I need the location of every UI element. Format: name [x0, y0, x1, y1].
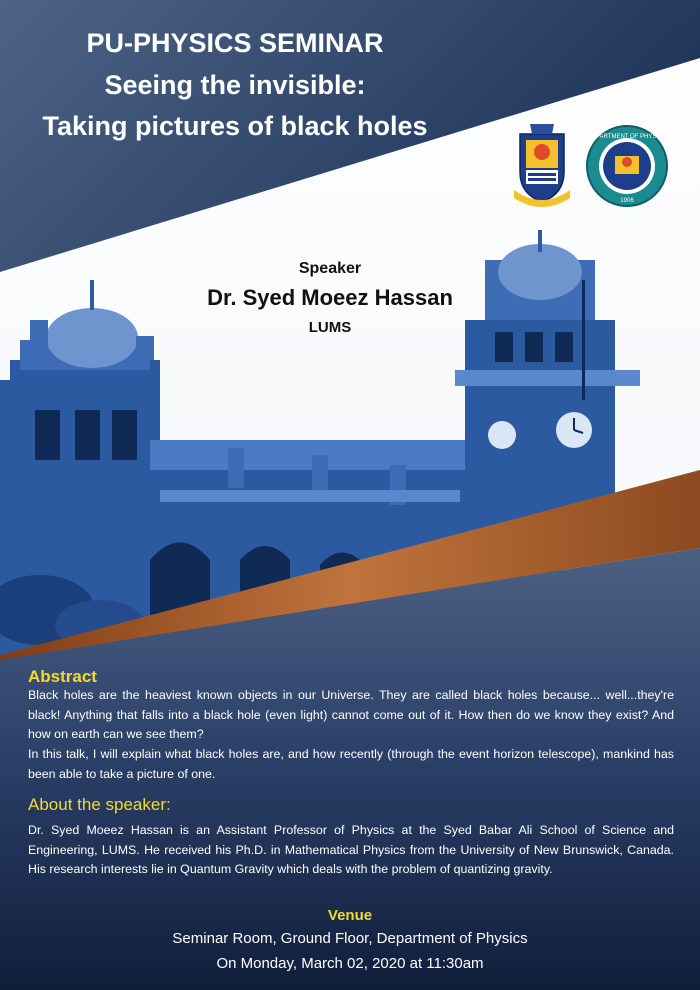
speaker-affiliation: LUMS — [308, 319, 352, 336]
talk-title-line-1: Seeing the invisible: — [104, 70, 366, 100]
department-physics-seal — [585, 124, 669, 208]
speaker-name: Dr. Syed Moeez Hassan — [207, 285, 453, 310]
talk-title-line-2: Taking pictures of black holes — [42, 111, 428, 141]
venue-datetime: On Monday, March 02, 2020 at 11:30am — [216, 955, 484, 972]
seal-year: 1906 — [620, 198, 634, 204]
university-crest-logo — [512, 124, 572, 208]
abstract-paragraph-2: In this talk, I will explain what black holes are, and how recently (through the event horizon telescope), mankind has been able to take a picture of one. — [28, 747, 674, 781]
about-speaker-heading: About the speaker: — [28, 795, 171, 814]
speaker-label: Speaker — [298, 260, 362, 277]
abstract-paragraph-1: Black holes are the heaviest known objects in our Universe. They are called black holes because... well...they're black! Anything that falls into a black hole (even light) cannot come out of it. How then do we know they exist? And how on earth can we see them? — [28, 688, 674, 741]
seminar-series-title: PU-PHYSICS SEMINAR — [86, 28, 384, 58]
about-speaker-paragraph: Dr. Syed Moeez Hassan is an Assistant Professor of Physics at the Syed Babar Ali School of Science and Engineering, LUMS. He received his Ph.D. in Mathematical Physics from the University of New Brunswick, Canada. His research interests lie in Quantum Gravity which deals with the problem of quantizing gravity. — [28, 823, 674, 876]
abstract-heading: Abstract — [28, 667, 97, 686]
seal-text: DEPARTMENT OF PHYSICS — [587, 134, 667, 140]
venue-location: Seminar Room, Ground Floor, Department of Physics — [172, 930, 528, 947]
venue-heading: Venue — [327, 907, 373, 924]
